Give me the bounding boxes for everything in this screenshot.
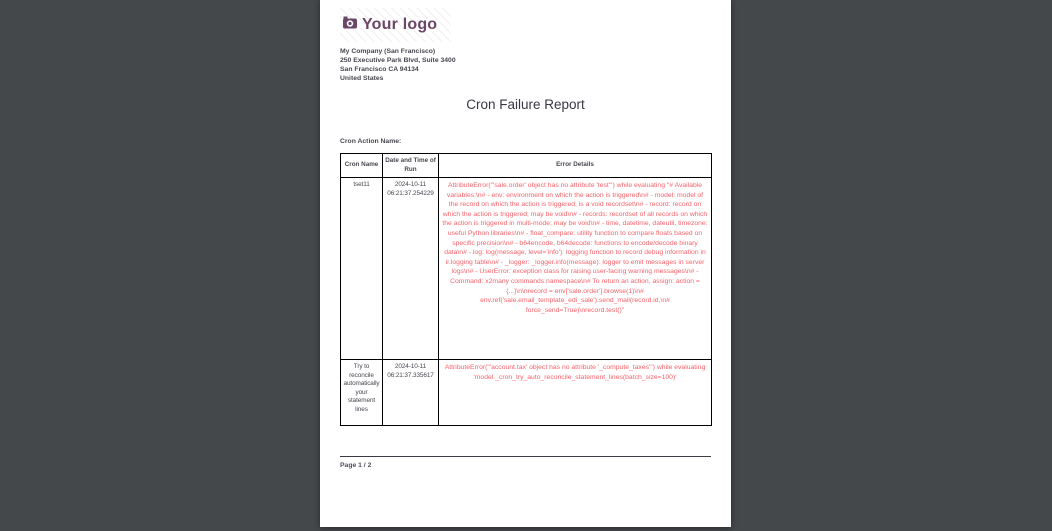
company-logo [340, 8, 451, 42]
logo-text: Your logo [362, 16, 438, 33]
column-header-run-datetime: Date and Time of Run [383, 154, 439, 178]
company-address [340, 47, 711, 83]
address-city: San Francisco CA 94134 [340, 66, 419, 73]
table-row [341, 178, 712, 360]
address-street: 250 Executive Park Blvd, Suite 3400 [340, 57, 456, 64]
address-country: United States [340, 75, 384, 82]
error-details-cell: AttributeError("'sale.order' object has no attribute 'test'") while evaluating "# Available variables:\n# - env: environment on which the action is triggered\n# - model: model of the record on which the action is triggered; is a void recordset\n# - record: record on which the action is triggered; may be void\n# - records: recordset of all records on which the action is triggered in multi-mode; may be void\n# - time, datetime, dateutil, timezone: useful Python libraries\n# - float_compare: utility function to compare floats based on specific precision\n# - b64encode, b64decode: functions to encode/decode binary data\n# - log: log(message, level='info'): logging function to record debug information in ir.logging table\n# - _logger: _logger.info(message): logger to emit messages in server logs\n# - UserError: exception class for raising user-facing warning messages\n# - Command: x2many commands namespace\n# To return an action, assign: action = {...}\n\nrecord = env['sale.order'].browse(1)\n# env.ref('sale.email_template_edi_sale').send_mail(record.id,\n# force_send=True)\nrecord.test()" [439, 178, 712, 360]
table-row [341, 360, 712, 426]
report-title: Cron Failure Report [466, 97, 585, 112]
cron-failure-table [340, 153, 712, 426]
column-header-cron-name: Cron Name [341, 154, 383, 178]
company-name: My Company (San Francisco) [340, 48, 436, 55]
column-header-error-details: Error Details [439, 154, 712, 178]
cron-name-cell: tset11 [341, 178, 383, 360]
footer-divider [340, 456, 711, 457]
cron-action-name-label: Cron Action Name: [340, 138, 402, 145]
camera-icon [343, 16, 357, 34]
table-header-row [341, 154, 712, 178]
run-datetime-cell: 2024-10-11 06:21:37.335617 [383, 360, 439, 426]
run-datetime-cell: 2024-10-11 06:21:37.254229 [383, 178, 439, 360]
cron-name-cell: Try to reconcile automatically your statement lines [341, 360, 383, 426]
report-page [320, 0, 731, 527]
error-details-cell: AttributeError("'account.tax' object has no attribute '_compute_taxes'") while evaluating 'model._cron_try_auto_reconcile_statement_lines(batch_size=100)' [439, 360, 712, 426]
page-number: Page 1 / 2 [340, 462, 372, 469]
